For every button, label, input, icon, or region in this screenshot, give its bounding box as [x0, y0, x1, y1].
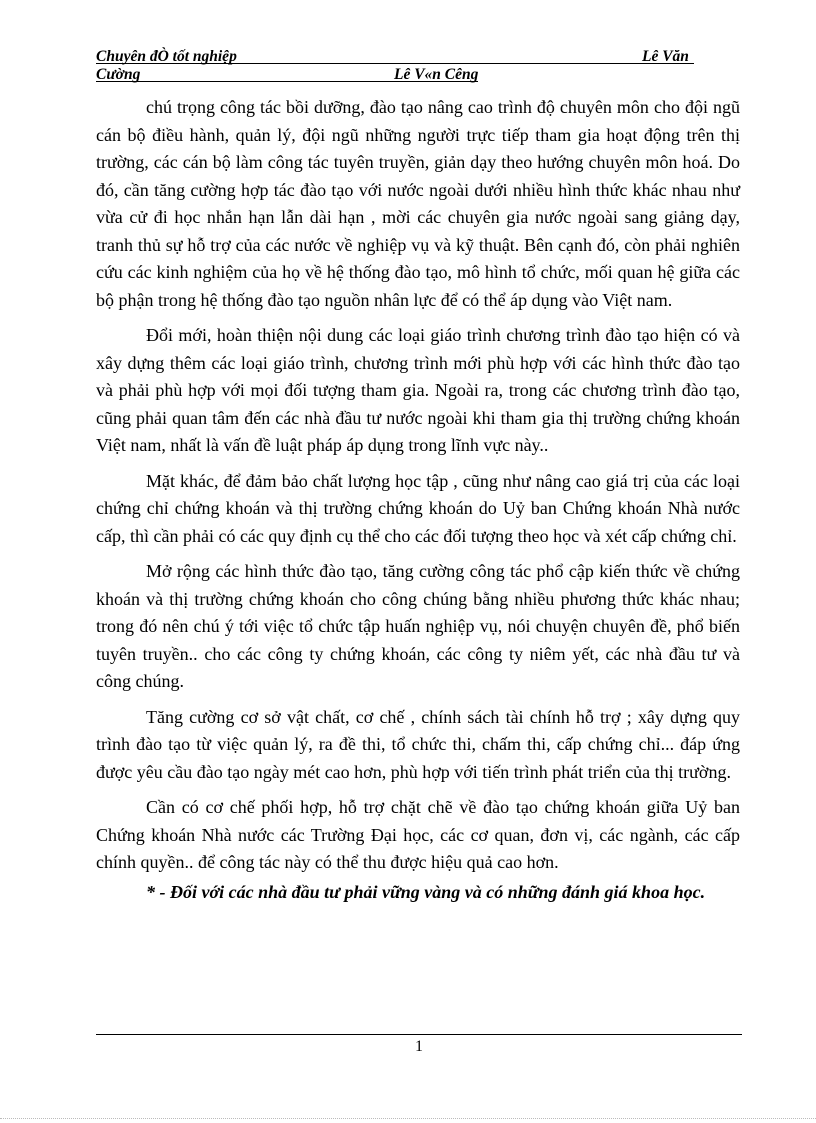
footer-divider — [96, 1034, 742, 1035]
header-author-continued: Cường — [96, 66, 141, 83]
document-body — [96, 94, 740, 914]
header-line-1 — [96, 48, 696, 66]
paragraph: Mở rộng các hình thức đào tạo, tăng cường công tác phổ cập kiến thức về chứng khoán và thị trường chứng khoán cho công chúng bằng nhiều phương thức khác nhau; trong đó nên chú ý tới việc tổ chức tập huấn nghiệp vụ, nói chuyện chuyên đề, phổ biến tuyên truyền.. cho các công ty chứng khoán, các công ty niêm yết, các nhà đầu tư và công chúng. — [96, 561, 740, 691]
header-author: Lê Văn — [642, 48, 689, 65]
paragraph: Tăng cường cơ sở vật chất, cơ chế , chính sách tài chính hỗ trợ ; xây dựng quy trình đào tạo từ việc quản lý, ra đề thi, tổ chức thi, chấm thi, cấp chứng chỉ... đáp ứng được yêu cầu đào tạo ngày mét cao hơn, phù hợp với tiến trình phát triển của thị trường. — [96, 706, 740, 782]
header-line-2 — [96, 66, 696, 84]
page-bottom-border — [0, 1118, 816, 1119]
paragraph: Cần có cơ chế phối hợp, hỗ trợ chặt chẽ về đào tạo chứng khoán giữa Uỷ ban Chứng khoán Nhà nước các Trường Đại học, các cơ quan, đơn vị, các ngành, các cấp chính quyền.. để công tác này có thể thu được hiệu quả cao hơn. — [96, 797, 740, 872]
header-title: Chuyên đÒ tốt nghiệp — [96, 48, 237, 65]
paragraph: Mặt khác, để đảm bảo chất lượng học tập , cũng như nâng cao giá trị của các loại chứng chỉ chứng khoán và thị trường chứng khoán do Uỷ ban Chứng khoán Nhà nước cấp, thì cần phải có các quy định cụ thể cho các đối tượng theo học và xét cấp chứng chỉ. — [96, 470, 740, 546]
page-number: 1 — [415, 1038, 423, 1055]
page-header — [96, 48, 696, 84]
paragraph: Đổi mới, hoàn thiện nội dung các loại giáo trình chương trình đào tạo hiện có và xây dựng thêm các loại giáo trình, chương trình mới phù hợp với các hình thức đào tạo và phải phù hợp với mọi đối tượng tham gia. Ngoài ra, trong các chương trình đào tạo, cũng phải quan tâm đến các nhà đầu tư nước ngoài khi tham gia thị trường chứng khoán Việt nam, nhất là vấn đề luật pháp áp dụng trong lĩnh vực này.. — [96, 325, 740, 455]
header-author-garbled: Lê V«n Cêng — [394, 66, 479, 83]
emphasis-heading: * - Đối với các nhà đầu tư phải vững vàng và có những đánh giá khoa học. — [146, 881, 706, 902]
paragraph: chú trọng công tác bồi dưỡng, đào tạo nâng cao trình độ chuyên môn cho đội ngũ cán bộ điều hành, quản lý, đội ngũ những người trực tiếp tham gia hoạt động trên thị trường, các cán bộ làm công tác tuyên truyền, giản dạy theo hướng chuyên môn hoá. Do đó, cần tăng cường hợp tác đào tạo với nước ngoài dưới nhiều hình thức khác nhau như vừa cử đi học nhắn hạn lẫn dài hạn , mời các chuyên gia nước ngoài sang giảng dạy, tranh thủ sự hỗ trợ của các nước về nghiệp vụ và kỹ thuật. Bên cạnh đó, còn phải nghiên cứu các kinh nghiệm của họ về hệ thống đào tạo, mô hình tổ chức, mối quan hệ giữa các bộ phận trong hệ thống đào tạo nguồn nhân lực để có thể áp dụng vào Việt nam. — [96, 97, 740, 310]
